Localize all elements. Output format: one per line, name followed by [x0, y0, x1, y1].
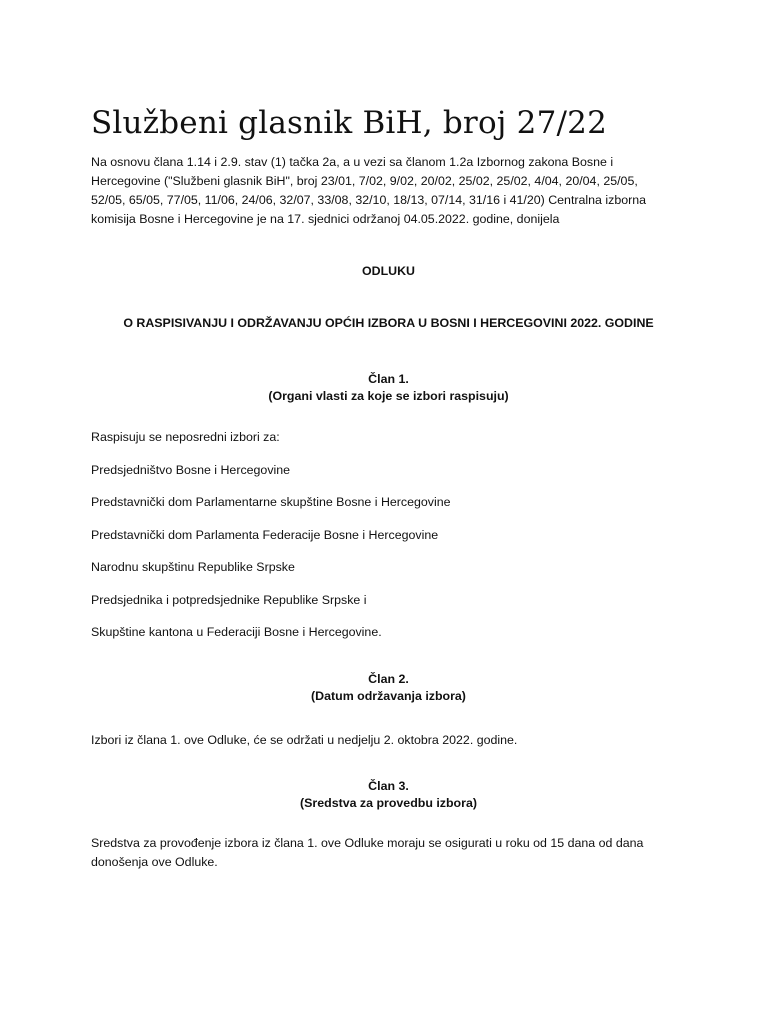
article-1-paragraph-5: Narodnu skupštinu Republike Srpske — [91, 560, 295, 574]
article-3-title — [91, 778, 686, 812]
article-1-paragraph-6: Predsjednika i potpredsjednike Republike Srpske i — [91, 593, 367, 607]
article-1-title — [91, 371, 686, 405]
article-2-title — [91, 671, 686, 705]
article-3-heading: (Sredstva za provedbu izbora) — [300, 796, 477, 810]
article-3-paragraph-1: Sredstva za provođenje izbora iz člana 1. ove Odluke moraju se osigurati u roku od 15 dana od dana donošenja ove Odluke. — [91, 836, 644, 869]
article-1-paragraph-4: Predstavnički dom Parlamenta Federacije Bosne i Hercegovine — [91, 528, 439, 542]
decision-subject: O RASPISIVANJU I ODRŽAVANJU OPĆIH IZBORA U BOSNI I HERCEGOVINI 2022. GODINE — [123, 316, 654, 330]
article-1-paragraph-2: Predsjedništvo Bosne i Hercegovine — [91, 463, 291, 477]
article-1-paragraph-7: Skupštine kantona u Federaciji Bosne i Hercegovine. — [91, 625, 382, 639]
article-1-paragraph-3: Predstavnički dom Parlamentarne skupštine Bosne i Hercegovine — [91, 495, 451, 509]
article-3-number: Član 3. — [368, 779, 409, 793]
article-1-paragraph-1: Raspisuju se neposredni izbori za: — [91, 430, 280, 444]
article-2-number: Član 2. — [368, 672, 409, 686]
article-2-heading: (Datum održavanja izbora) — [311, 689, 466, 703]
decision-heading: ODLUKU — [362, 264, 415, 278]
legal-basis-paragraph: Na osnovu člana 1.14 i 2.9. stav (1) tačka 2a, a u vezi sa članom 1.2a Izbornog zakona Bosne i Hercegovine ("Službeni glasnik BiH", broj 23/01, 7/02, 9/02, 20/02, 25/02, 25/02, 4/04, 20/04, 25/05, 52/05, 65/05, 77/05, 11/06, 24/06, 32/07, 33/08, 32/10, 18/13, 07/14, 31/16 i 41/20) Centralna izborna komisija Bosne i Hercegovine je na 17. sjednici održanoj 04.05.2022. godine, donijela — [91, 155, 647, 226]
article-1-heading: (Organi vlasti za koje se izbori raspisuju) — [268, 389, 509, 403]
document-title: Službeni glasnik BiH, broj 27/22 — [91, 105, 608, 141]
article-2-paragraph-1: Izbori iz člana 1. ove Odluke, će se održati u nedjelju 2. oktobra 2022. godine. — [91, 733, 518, 747]
document-page — [91, 0, 686, 1024]
article-1-number: Član 1. — [368, 372, 409, 386]
